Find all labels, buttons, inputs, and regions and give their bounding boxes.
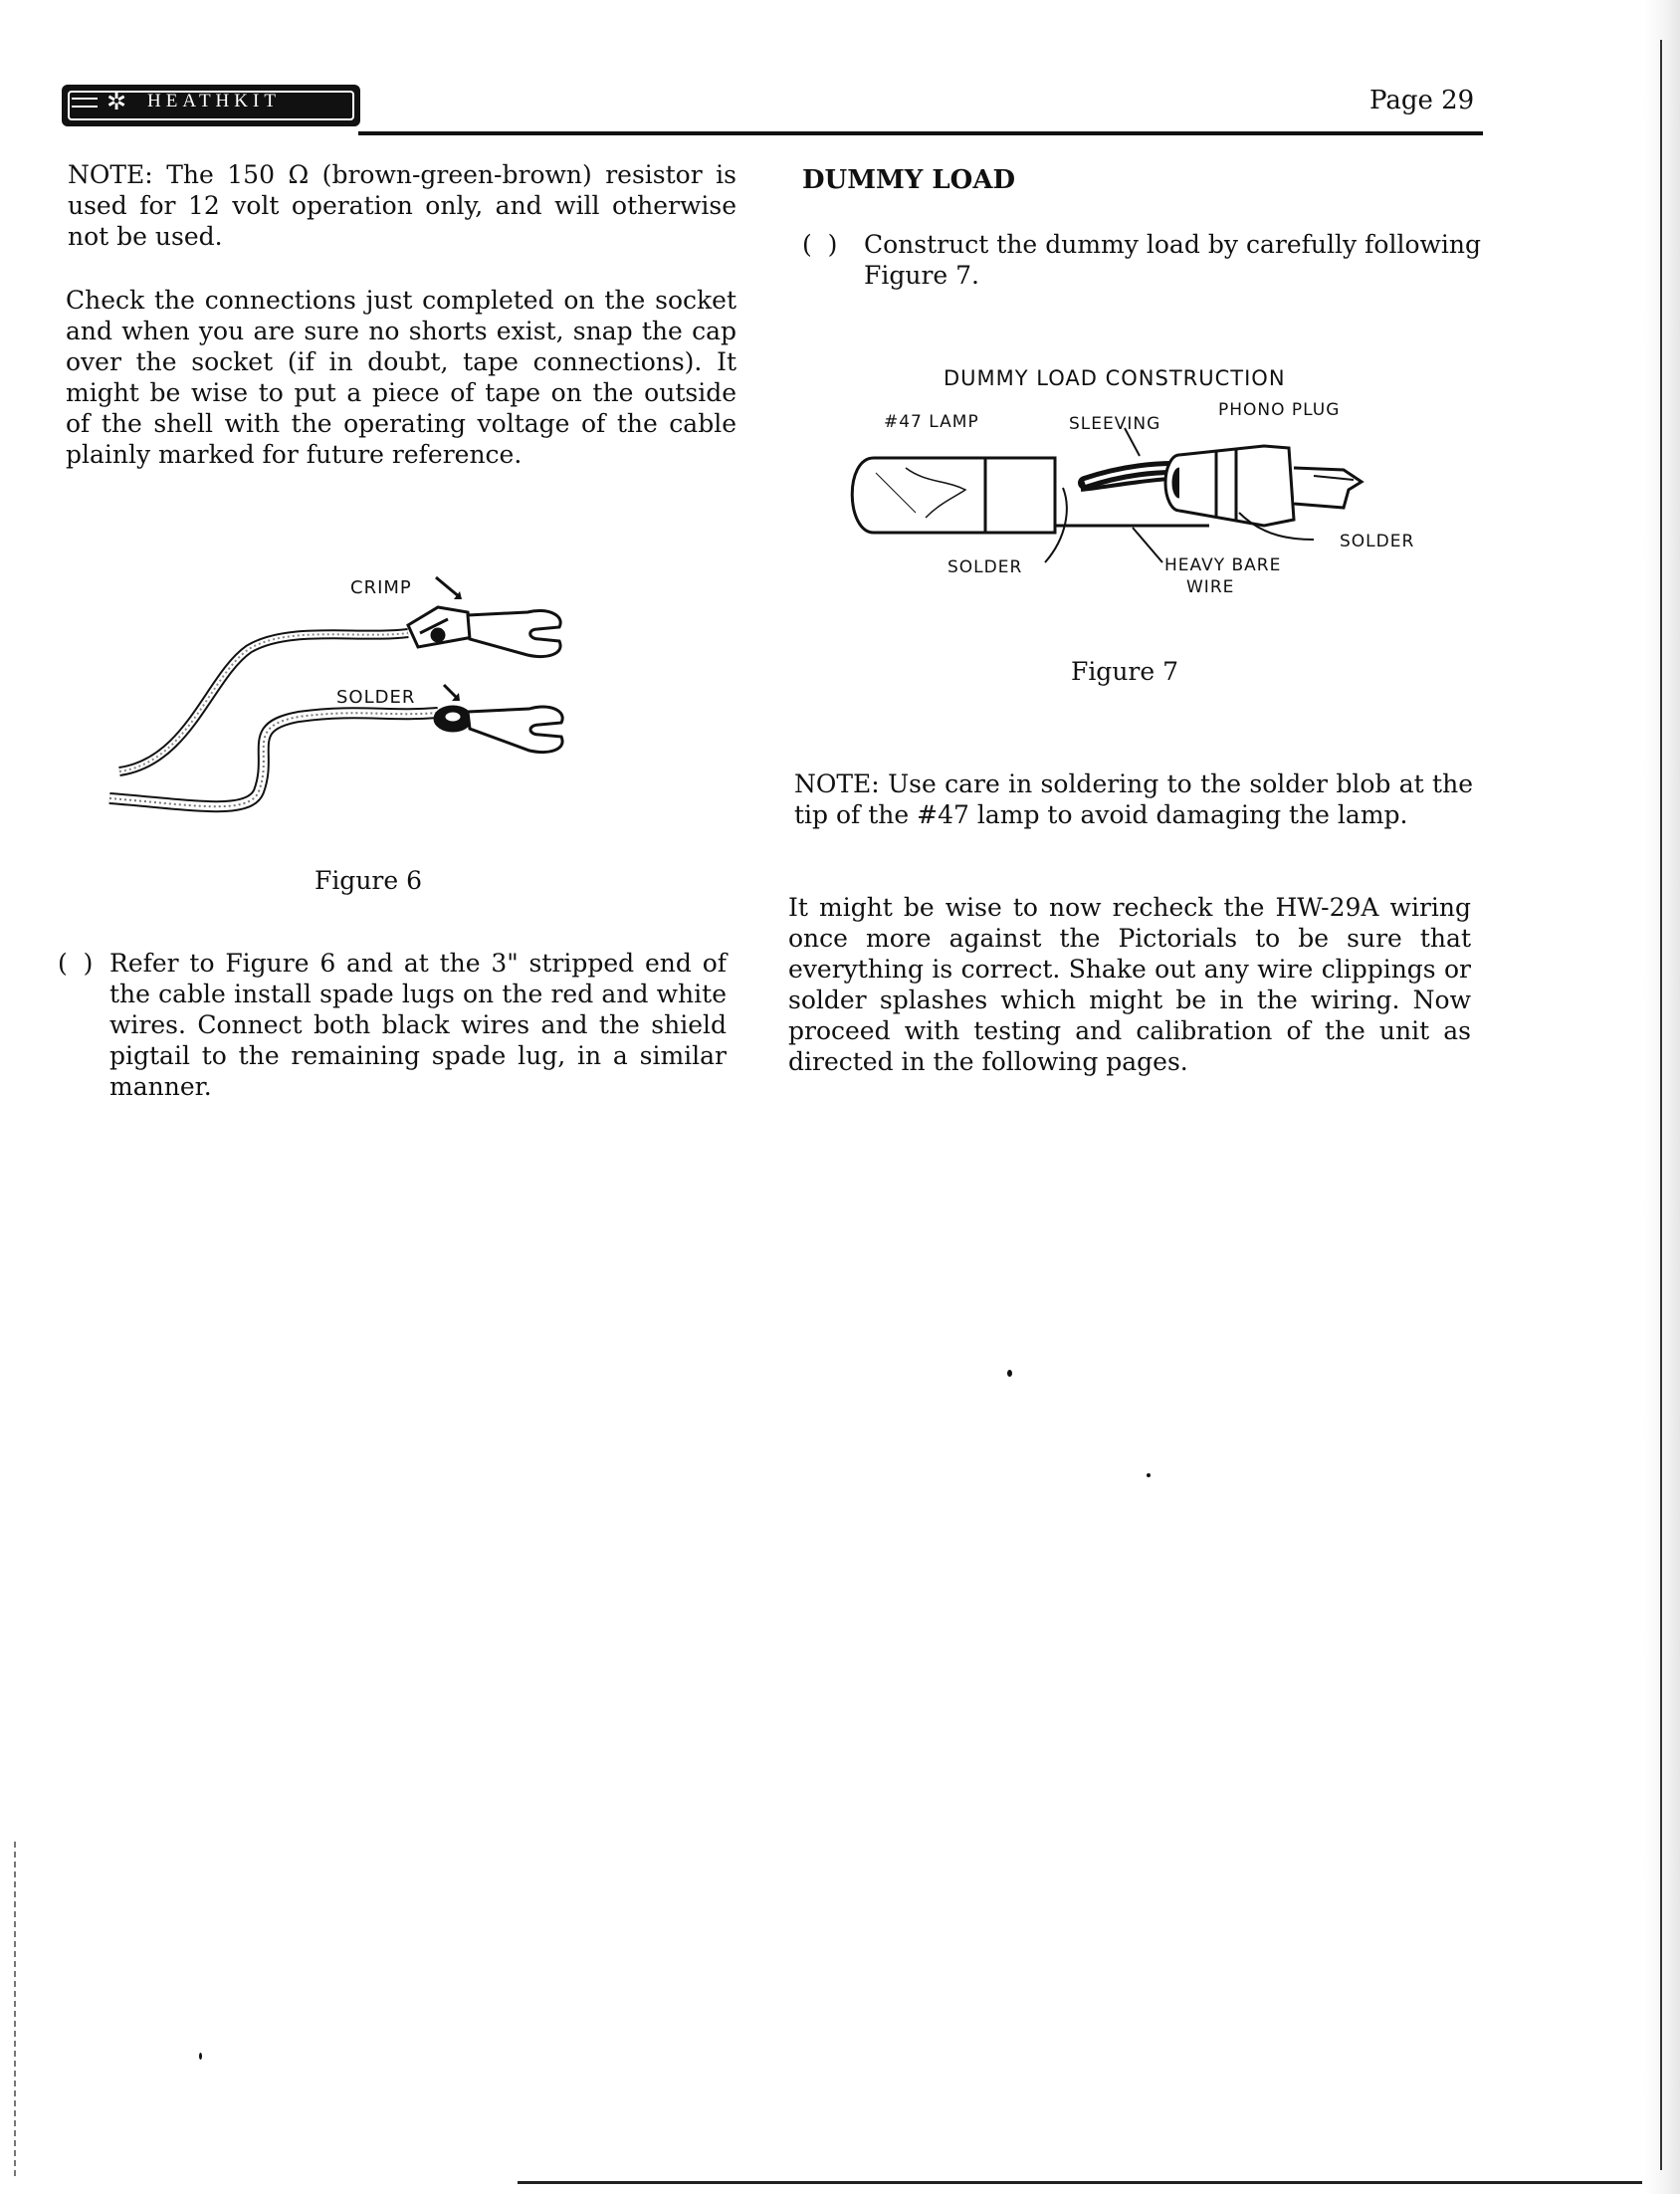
sleeving-leader: [1125, 428, 1140, 456]
step-checkbox-left[interactable]: ( ): [58, 949, 94, 978]
heathkit-logo: [62, 85, 360, 126]
crimp-lug: [408, 607, 560, 656]
figure-7-title: DUMMY LOAD CONSTRUCTION: [944, 366, 1286, 390]
header-rule: [358, 131, 1483, 135]
figure-7-caption: Figure 7: [1070, 657, 1179, 686]
figure-6-label-solder: SOLDER: [336, 687, 416, 708]
figure-7-label-wire: WIRE: [1186, 577, 1235, 597]
spade-lug-step: Refer to Figure 6 and at the 3" stripped end of the cable install spade lugs on the red and white wires. Connect both black wires and the shield pigtail to the remaining spade lug, in a similar manner.: [109, 949, 727, 1101]
scan-speck: [1147, 1473, 1151, 1477]
resistor-note: NOTE: The 150 Ω (brown-green-brown) resistor is used for 12 volt operation only, and will otherwise not be used.: [68, 160, 736, 251]
figure-7-label-solder-left: SOLDER: [947, 557, 1023, 577]
wire-leader: [1133, 528, 1162, 562]
scan-speck: [199, 2053, 202, 2060]
recheck-wiring-paragraph: It might be wise to now recheck the HW-29A wiring once more against the Pictorials to be sure that everything is correct. Shake out any wire clippings or solder splashes which might be in the wiring. Now proceed with testing and calibration of the unit as directed in the following pages.: [788, 893, 1471, 1076]
lamp: [852, 458, 1055, 533]
lamp-solder-note: NOTE: Use care in soldering to the solder blob at the tip of the #47 lamp to avoid damaging the lamp.: [794, 769, 1473, 829]
logo-text: HEATHKIT: [147, 91, 281, 111]
scan-speck: [1007, 1370, 1012, 1377]
scan-edge-line: [1660, 40, 1662, 2170]
phono-plug: [1165, 446, 1362, 526]
figure-7-label-heavy-bare: HEAVY BARE: [1164, 555, 1282, 575]
figure-7-label-lamp: #47 LAMP: [884, 412, 979, 432]
scan-edge-line-left: [14, 1842, 16, 2180]
figure-6-caption: Figure 6: [314, 866, 423, 895]
page-number: Page 29: [1369, 86, 1475, 115]
solder-lug: [435, 707, 562, 753]
figure-7-label-solder-right: SOLDER: [1340, 532, 1415, 551]
construct-dummy-load-step: Construct the dummy load by carefully following Figure 7.: [864, 230, 1481, 290]
figure-7-label-sleeving: SLEEVING: [1069, 414, 1161, 434]
figure-7-label-phono-plug: PHONO PLUG: [1218, 400, 1341, 420]
figure-7-illustration: [846, 428, 1373, 577]
crimp-arrow: [436, 577, 460, 597]
figure-6-label-crimp: CRIMP: [350, 577, 412, 598]
star-icon: ✲: [105, 88, 127, 115]
page-edge-shadow: [1644, 0, 1680, 2194]
dummy-load-heading: DUMMY LOAD: [802, 165, 1016, 195]
check-connections-paragraph: Check the connections just completed on the socket and when you are sure no shorts exist, snap the cap over the socket (if in doubt, tape connections). It might be wise to put a piece of tape on the outside of the shell with the operating voltage of the cable plainly marked for future reference.: [66, 286, 736, 469]
scan-edge-line-bottom: [518, 2181, 1642, 2184]
step-checkbox-right[interactable]: ( ): [802, 230, 838, 259]
